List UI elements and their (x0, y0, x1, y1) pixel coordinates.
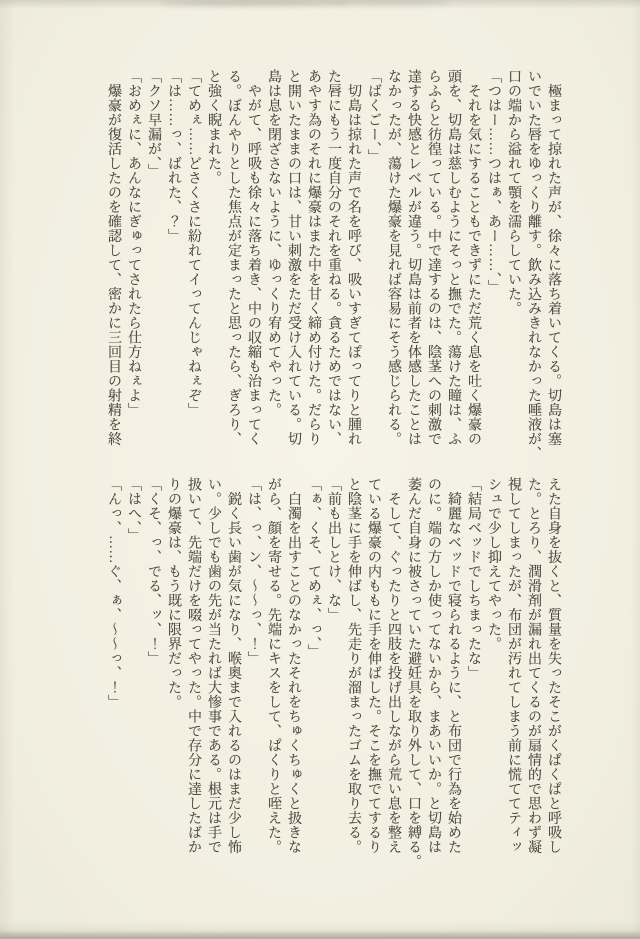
text-line: えた自身を抜くと、質量を失ったそこがくぱくぱと呼吸し (546, 477, 561, 854)
text-line: あやす為のそれに爆豪はまた中を甘く締め付けた。だらり (306, 69, 321, 446)
scan-edge-bottom (0, 931, 640, 939)
text-line: やがて、呼吸も徐々に落ち着き、中の収縮も治まってく (246, 69, 261, 446)
text-line: る。ぼんやりとした焦点が定まったと思ったら、ぎろり、 (226, 69, 241, 446)
vertical-text-block-upper (103, 69, 563, 465)
text-line: シュで少し抑えてやった。 (486, 477, 501, 651)
text-line: 「クソ早漏が、」 (146, 69, 161, 178)
text-line: 達する快感とレベルが違う。切島は前者を体感したことは (406, 69, 421, 446)
text-line: 爆豪が復活したのを確認して、密かに三回目の射精を終 (106, 69, 121, 446)
text-line: い。少しでも歯の先が当たれば大惨事である。根元は手で (206, 477, 221, 854)
text-line: 「おめぇに、あんなにぎゅってされたら仕方ねぇよ」 (126, 69, 141, 417)
text-line: がら、顔を寄せる。先端にキスをして、ぱくりと咥えた。 (266, 477, 281, 854)
text-line: 「結局ベッドでしちまったな」 (466, 477, 481, 680)
text-line: と開いたままの口は、甘い刺激をただ受け入れている。切 (286, 69, 301, 446)
text-line: 「つはー……つはぁ、あー……、」 (486, 69, 501, 294)
text-line: 鋭く長い歯が気になり、喉奥まで入れるのはまだ少し怖 (226, 477, 241, 854)
text-line: 「くそ、っ、でる、ッ、！」 (146, 477, 161, 666)
text-line: 口の端から溢れて顎を濡らしていた。 (506, 69, 521, 316)
text-line: 扱いて、先端だけを啜ってやった。中で存分に達したばか (186, 477, 201, 854)
text-line: 頭を、切島は慈しむようにそっと撫でた。蕩けた瞳は、ふ (446, 69, 461, 446)
text-line: と強く睨まれた。 (206, 69, 221, 185)
text-line: た。とろり、潤滑剤が漏れ出てくるのが扇情的で思わず凝 (526, 477, 541, 854)
text-line: 「んっ、……ぐ、ぁ、～～っ、！」 (106, 477, 121, 709)
text-line: いでいた唇をゆっくり離す。飲み込みきれなかった唾液が、 (526, 69, 541, 461)
text-line: 白濁を出すことのなかったそれをちゅくちゅくと扱きな (286, 477, 301, 854)
text-line: 綺麗なベッドで寝られるように、と布団で行為を始めた (446, 477, 461, 854)
text-line: りの爆豪は、もう既に限界だった。 (166, 477, 181, 709)
text-line: と陰茎に手を伸ばし、先走りが溜まったゴムを取り去る。 (346, 477, 361, 854)
text-line: 極まって掠れた声が、徐々に落ち着いてくる。切島は塞 (546, 69, 561, 446)
text-line: のに。端の方しか使ってないから、まあいいか。と切島は (426, 477, 441, 854)
text-line: そして、ぐったりと四肢を投げ出しながら荒い息を整え (386, 477, 401, 854)
text-line: それを気にすることもできずにただ荒く息を吐く爆豪の (466, 69, 481, 446)
text-line: 萎んだ自身に被さっていた避妊具を取り外して、口を縛る。 (406, 477, 421, 869)
text-line: た唇にもう一度自分のそれを重ねる。貪るためではない、 (326, 69, 341, 446)
text-line: 「ぁ、くそ、てめぇ、っ、」 (306, 477, 321, 659)
text-line: 「前も出しとけ、な」 (326, 477, 341, 622)
text-line: らふらと彷徨っている。中で達するのは、陰茎への刺激で (426, 69, 441, 446)
text-line: 「てめぇ……どさくさに紛れてイってんじゃねぇぞ」 (186, 69, 201, 417)
text-line: 切島は掠れた声で名を呼び、吸いすぎてぽってりと腫れ (346, 69, 361, 446)
text-line: 「は……っ、ばれた、？」 (166, 69, 181, 243)
text-line: 「ばくごー、」 (366, 69, 381, 164)
scan-smudge-top-2 (330, 0, 450, 5)
vertical-text-block-lower (103, 477, 563, 873)
text-line: 島は息を閉ざさないように、ゆっくり宥めてやった。 (266, 69, 281, 417)
text-line: なかったが、蕩けた爆豪を見れば容易にそう感じられる。 (386, 69, 401, 446)
text-line: 「は、っ、ン、～～っ、！」 (246, 477, 261, 666)
scan-smudge-top (160, 0, 350, 6)
text-line: 視してしまったが、布団が汚れてしまう前に慌ててティッ (506, 477, 521, 854)
text-line: 「はへ、」 (126, 477, 141, 543)
text-line: ている爆豪の内ももに手を伸ばした。そこを撫でてするり (366, 477, 381, 854)
